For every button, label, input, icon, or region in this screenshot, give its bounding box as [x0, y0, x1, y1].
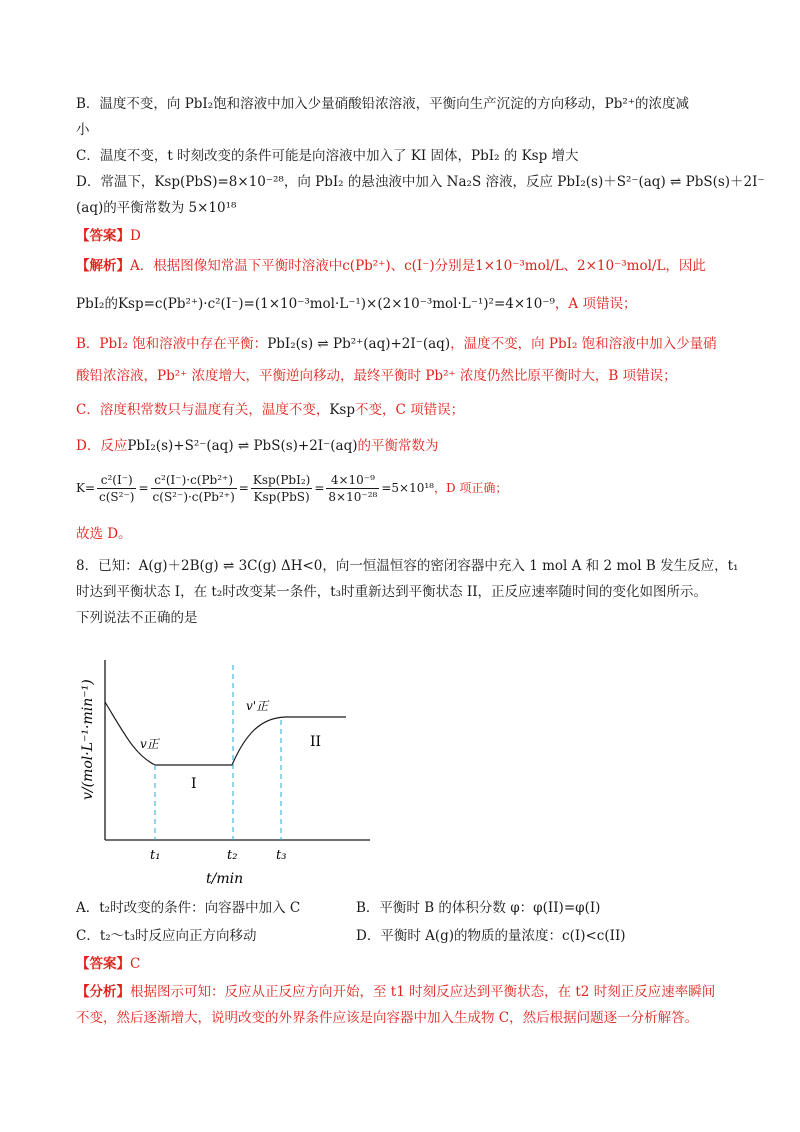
analysis-b-lead: B．PbI₂ 饱和溶液中存在平衡： — [76, 336, 268, 352]
q8-answer — [76, 954, 736, 974]
q8-option-b: B．平衡时 B 的体积分数 φ：φ(II)=φ(I) — [356, 900, 601, 916]
analysis-d-tail: 的平衡常数为 — [357, 438, 439, 454]
analysis-b-equilibrium: PbI₂(s) ⇌ Pb²⁺(aq)+2I⁻(aq) — [267, 336, 451, 352]
q7-option-d-line2: (aq)的平衡常数为 5×10¹⁸ — [76, 200, 237, 216]
analysis-d-equation: PbI₂(s)+S²⁻(aq) ⇌ PbS(s)+2I⁻(aq) — [127, 438, 358, 454]
q8-stem-line2: 时达到平衡状态 I，在 t₂时改变某一条件，t₃时重新达到平衡状态 II，正反应速率随时间的变化如图所示。 — [76, 584, 708, 600]
answer-value: D — [130, 228, 141, 244]
q7-option-b-line2: 小 — [76, 122, 90, 138]
q7-answer — [76, 226, 736, 246]
k-fraction-4: $\frac{\text{4×10⁻⁹}}{\text{8×10⁻²⁸}}$ — [328, 473, 378, 504]
analysis-a-conclusion: ，A 项错误； — [554, 296, 637, 312]
q7-option-d-line1: D．常温下，Ksp(PbS)=8×10⁻²⁸，向 PbI₂ 的悬浊液中加入 Na₂S 溶液，反应 PbI₂(s)＋S²⁻(aq) ⇌ PbS(s)＋2I⁻ — [76, 174, 765, 190]
q8-option-a: A．t₂时改变的条件：向容器中加入 C — [76, 900, 301, 916]
answer-tag: 【答案】 — [76, 228, 130, 244]
q7-conclusion: 故选 D。 — [76, 526, 132, 542]
k-fraction-2: $\frac{\text{c²(I⁻)·c(Pb²⁺)}}{\text{c(S²⁻)·c(Pb²⁺)}}$ — [152, 473, 235, 504]
analysis-c-lead: C．溶度积常数只与温度有关，温度不变， — [76, 402, 330, 418]
k-fraction-3: $\frac{\text{Ksp(PbI₂)}}{\text{Ksp(PbS)}}$ — [252, 473, 311, 504]
q7-analysis-b-line1 — [76, 334, 736, 354]
curve-label-v: v正 — [140, 737, 159, 751]
q8-stem-line3: 下列说法不正确的是 — [76, 610, 198, 626]
analysis-tag: 【分析】 — [76, 984, 130, 1000]
y-axis-label: v/(mol·L⁻¹·min⁻¹) — [80, 679, 96, 800]
q8-analysis-line2: 不变，然后逐渐增大，说明改变的外界条件应该是向容器中加入生成物 C，然后根据问题逐一分析解答。 — [76, 1010, 699, 1026]
q7-option-c: C．温度不变，t 时刻改变的条件可能是向溶液中加入了 KI 固体，PbI₂ 的 Ksp 增大 — [76, 148, 579, 164]
q7-k-expression: K= $\frac{\text{c²(I⁻)}}{\text{c(S²⁻)}}$ = $\frac{\text{c²(I⁻)·c(Pb²⁺)}}{\text{c(S²⁻)·c(Pb²⁺)}}$ = $\frac{\text{Ksp(PbI₂)}}{\text{Ksp(PbS)}}$ = $\frac{\text{4×10⁻⁹}}{\text{8×10⁻²⁸}}$ =5×10¹⁸，D 项正确； — [76, 473, 508, 504]
q7-analysis-a-line1 — [76, 256, 736, 276]
tick-t1: t₁ — [150, 848, 161, 863]
rate-time-graph — [70, 640, 390, 890]
analysis-a-text: A．根据图像知常温下平衡时溶液中c(Pb²⁺)、c(I⁻)分别是1×10⁻³mol/L、2×10⁻³mol/L，因此 — [130, 258, 706, 274]
q8-option-d: D．平衡时 A(g)的物质的量浓度：c(I)<c(II) — [356, 928, 626, 944]
q7-analysis-d — [76, 436, 736, 456]
q8-option-c: C．t₂～t₃时反应向正方向移动 — [76, 928, 257, 944]
k-tail: ，D 项正确； — [433, 481, 508, 495]
curve-label-v-prime: v'正 — [246, 699, 269, 713]
q7-analysis-a-line2 — [76, 294, 736, 314]
analysis-c-tail: 不变，C 项错误； — [355, 402, 465, 418]
k-result: =5×10¹⁸ — [381, 481, 434, 495]
region-label-1: I — [191, 776, 197, 792]
x-axis-label: t/min — [206, 871, 244, 887]
analysis-text: 根据图示可知：反应从正反应方向开始，至 t1 时刻反应达到平衡状态，在 t2 时刻正反应速率瞬间 — [130, 984, 716, 1000]
region-label-2: II — [310, 734, 322, 750]
k-prefix: K= — [76, 481, 96, 495]
analysis-b-cont: ，温度不变，向 PbI₂ 饱和溶液中加入少量硝 — [450, 336, 717, 352]
ksp-formula: PbI₂的Ksp=c(Pb²⁺)·c²(I⁻)=(1×10⁻³mol·L⁻¹)×(2×10⁻³mol·L⁻¹)²=4×10⁻⁹ — [76, 296, 555, 312]
analysis-d-lead: D．反应 — [76, 438, 128, 454]
answer-tag: 【答案】 — [76, 956, 130, 972]
q7-analysis-c — [76, 400, 736, 420]
analysis-tag: 【解析】 — [76, 258, 130, 274]
answer-value: C — [130, 956, 141, 972]
k-fraction-1: $\frac{\text{c²(I⁻)}}{\text{c(S²⁻)}}$ — [99, 473, 135, 504]
q7-analysis-b-line2: 酸铅浓溶液，Pb²⁺ 浓度增大，平衡逆向移动，最终平衡时 Pb²⁺ 浓度仍然比原平衡时大，B 项错误； — [76, 368, 677, 384]
tick-t2: t₂ — [227, 848, 238, 863]
q8-analysis-line1 — [76, 982, 736, 1002]
q8-stem-line1: 8．已知：A(g)＋2B(g) ⇌ 3C(g) ΔH<0，向一恒温恒容的密闭容器中充入 1 mol A 和 2 mol B 发生反应，t₁ — [76, 558, 739, 574]
tick-t3: t₃ — [276, 848, 287, 863]
analysis-c-ksp: Ksp — [329, 402, 355, 418]
q7-option-b-line1: B．温度不变，向 PbI₂饱和溶液中加入少量硝酸铅浓溶液，平衡向生产沉淀的方向移动，Pb²⁺的浓度减 — [76, 96, 689, 112]
